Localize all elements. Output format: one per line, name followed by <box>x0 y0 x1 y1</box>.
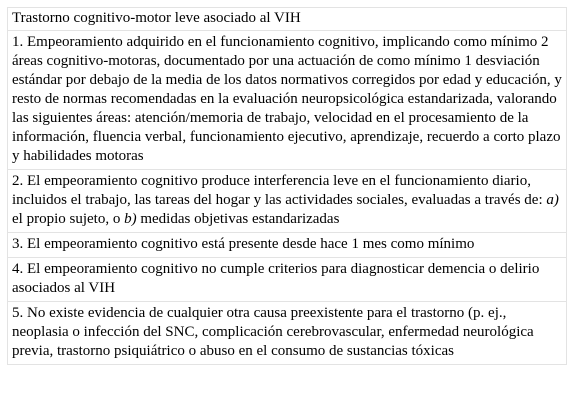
criterion-4-text: 4. El empeoramiento cognitivo no cumple criterios para diagnosticar demencia o delirio asociados al VIH <box>8 258 567 302</box>
criterion-2-text <box>8 170 567 233</box>
criterion-5-text: 5. No existe evidencia de cualquier otra causa preexistente para el trastorno (p. ej., neoplasia o infección del SNC, complicación cerebrovascular, enfermedad neurológica previa, trastorno psiquiátrico o abuso en el consumo de sustancias tóxicas <box>8 302 567 365</box>
criterion-row-1 <box>8 31 567 170</box>
criterion-row-3 <box>8 233 567 258</box>
criterion-2-text-main: 2. El empeoramiento cognitivo produce interferencia leve en el funcionamiento diario, incluidos el trabajo, las tareas del hogar y las actividades sociales, evaluadas a través de: <box>12 173 547 208</box>
criterion-3-text: 3. El empeoramiento cognitivo está presente desde hace 1 mes como mínimo <box>8 233 567 258</box>
criterion-2-option-b-marker: b) <box>124 211 137 227</box>
criterion-row-4 <box>8 258 567 302</box>
criterion-2-option-b-text: medidas objetivas estandarizadas <box>136 211 340 227</box>
criterion-row-2 <box>8 170 567 233</box>
criterion-row-5 <box>8 302 567 365</box>
table-title-row <box>8 8 567 31</box>
criterion-2-option-a-text: el propio sujeto, o <box>12 211 125 227</box>
criterion-1-text: 1. Empeoramiento adquirido en el funcionamiento cognitivo, implicando como mínimo 2 áreas cognitivo-motoras, documentado por una actuación de como mínimo 1 desviación estándar por debajo de la media de los datos normativos corregidos por edad y educación, y resto de normas recomendadas en la evaluación neuropsicológica estandarizada, valorando las siguientes áreas: atención/memoria de trabajo, velocidad en el procesamiento de la información, fluencia verbal, funcionamiento ejecutivo, aprendizaje, recuerdo a corto plazo y habilidades motoras <box>8 31 567 170</box>
criterion-2-option-a-marker: a) <box>546 192 559 208</box>
table-title: Trastorno cognitivo-motor leve asociado al VIH <box>8 8 567 31</box>
criteria-table <box>7 7 567 365</box>
